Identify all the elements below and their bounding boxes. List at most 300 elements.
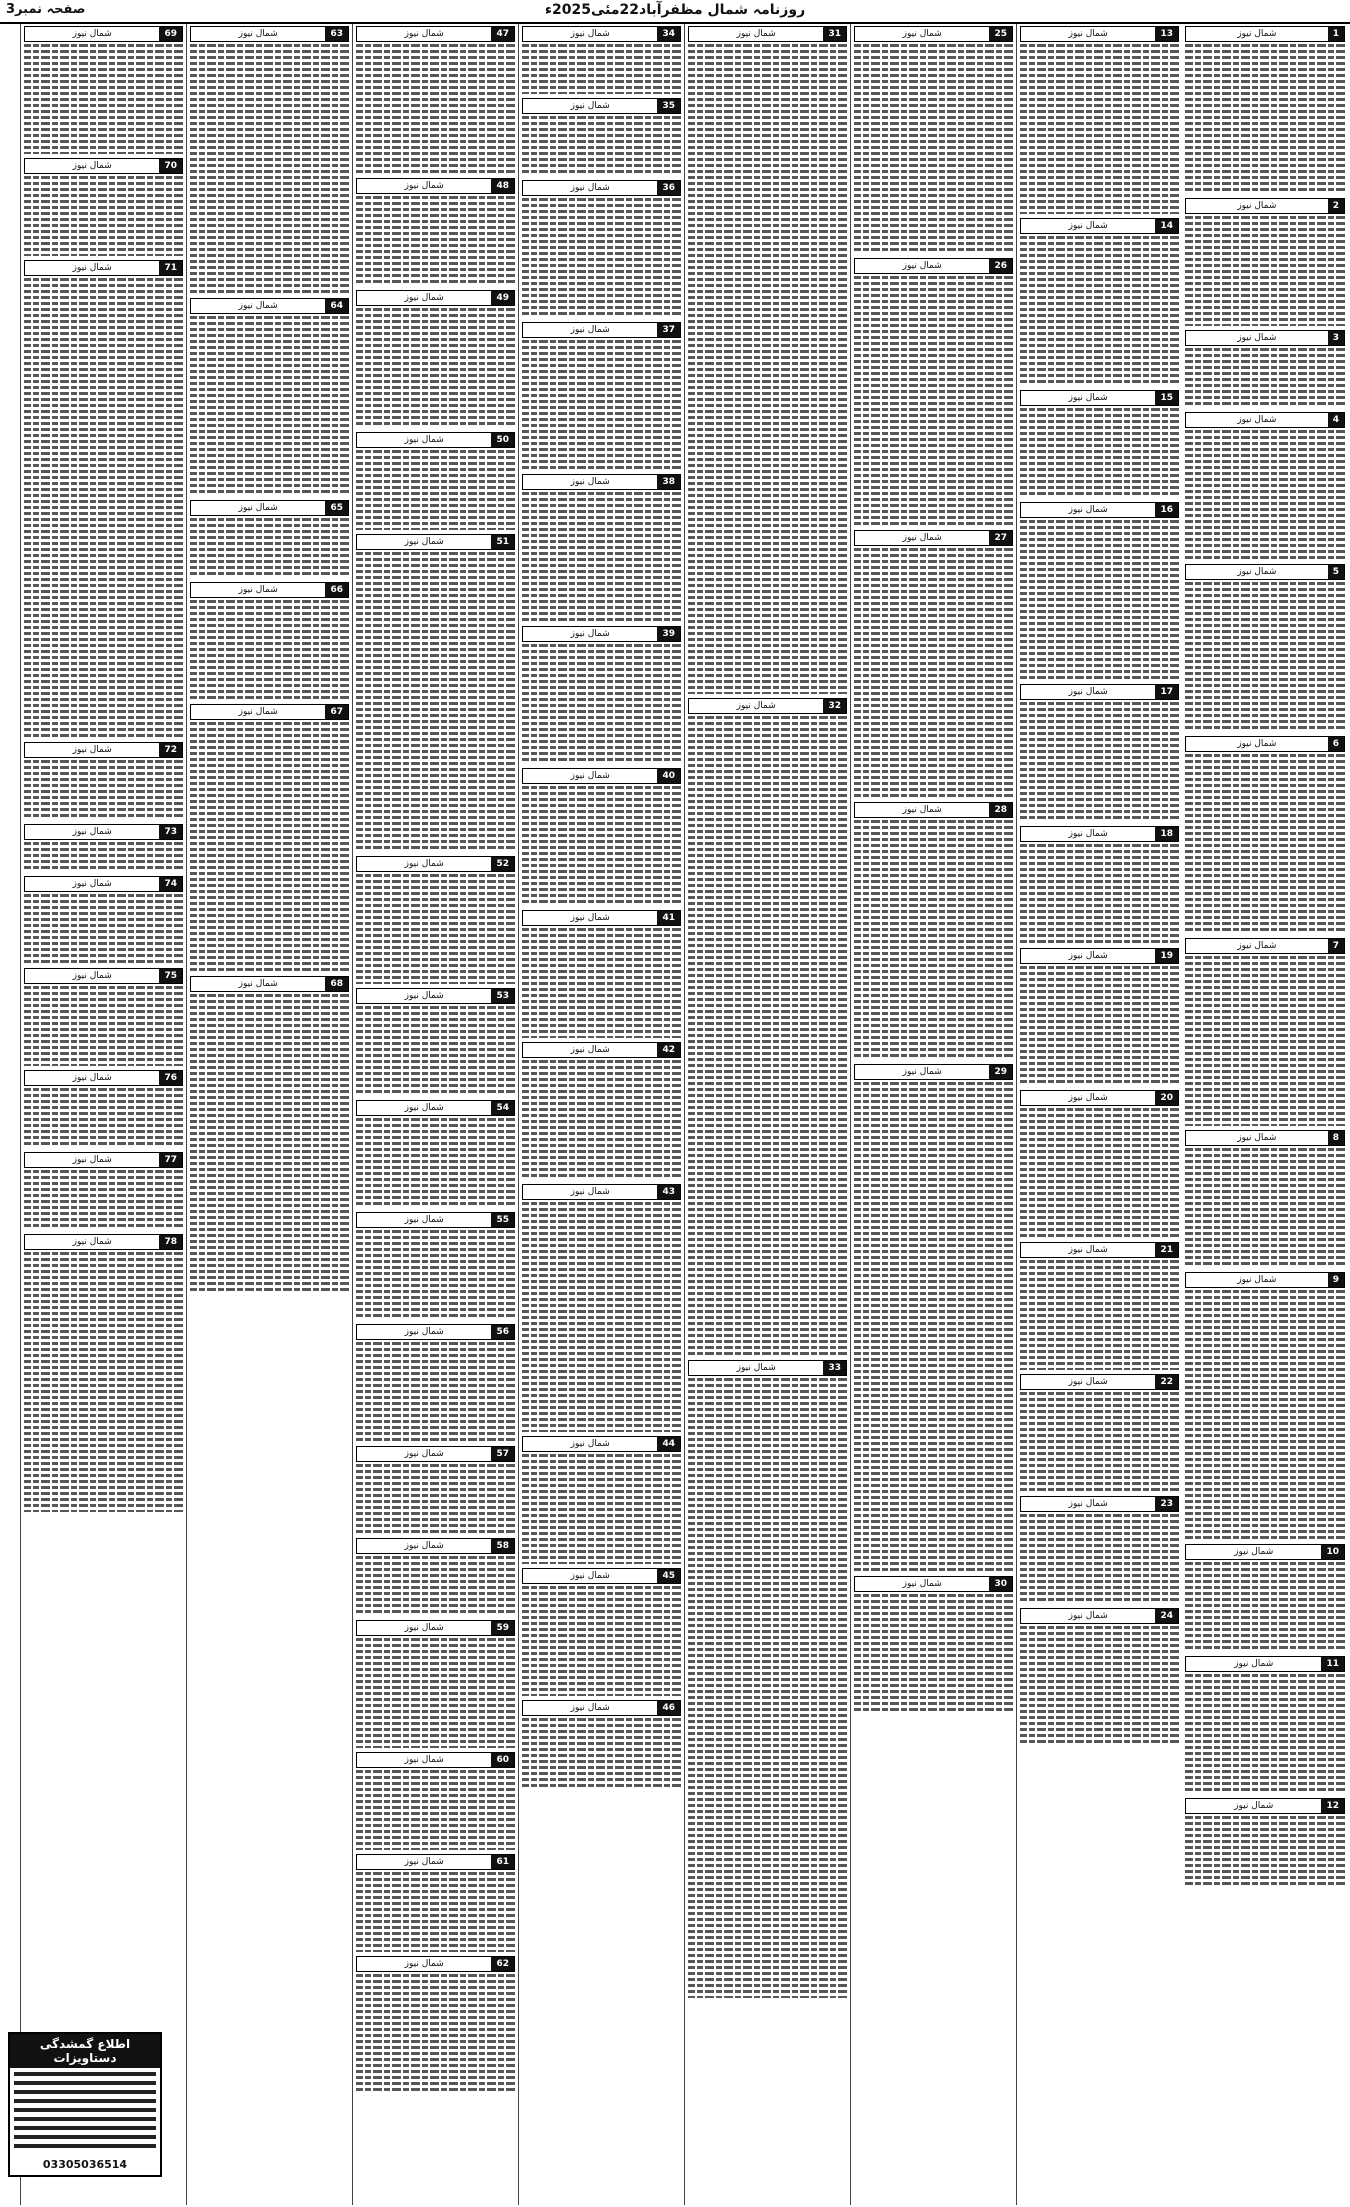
- news-item-header: [24, 742, 183, 758]
- news-item: [522, 1700, 681, 1788]
- news-item-header: [854, 1064, 1013, 1080]
- news-item-tag: شمال نیوز: [404, 1959, 444, 1969]
- news-item-text: [1185, 956, 1345, 1126]
- news-item-number: 2: [1328, 199, 1344, 213]
- news-item-header: [854, 258, 1013, 274]
- news-item: [854, 802, 1013, 1060]
- news-item: [1185, 412, 1345, 560]
- news-item-text: [854, 1082, 1013, 1572]
- news-item-text: [356, 1230, 515, 1320]
- news-item-header: [24, 260, 183, 276]
- news-item-text: [1185, 430, 1345, 560]
- news-item-header: [522, 1436, 681, 1452]
- page-number: صفحہ نمبر3: [6, 2, 86, 17]
- news-item-text: [356, 44, 515, 174]
- news-item: [24, 1070, 183, 1148]
- news-item-header: [1185, 1798, 1345, 1814]
- news-item-tag: شمال نیوز: [570, 183, 610, 193]
- news-item-text: [1020, 1626, 1179, 1746]
- news-item: [688, 26, 847, 694]
- news-item-number: 57: [491, 1447, 514, 1461]
- news-item-header: [522, 26, 681, 42]
- news-item-header: [24, 26, 183, 42]
- news-item-header: [356, 1538, 515, 1554]
- news-item-number: 49: [491, 291, 514, 305]
- news-item: [190, 298, 349, 496]
- news-item-text: [1020, 520, 1179, 680]
- news-item-number: 26: [989, 259, 1012, 273]
- news-item-header: [190, 582, 349, 598]
- news-columns: [2, 24, 1348, 2205]
- news-item-header: [1185, 198, 1345, 214]
- news-item-text: [854, 820, 1013, 1060]
- news-item-tag: شمال نیوز: [570, 325, 610, 335]
- news-item-tag: شمال نیوز: [1068, 393, 1108, 403]
- news-item-header: [1020, 1374, 1179, 1390]
- news-item-text: [1020, 1260, 1179, 1370]
- news-item: [1020, 1496, 1179, 1604]
- news-item: [356, 178, 515, 286]
- news-item-number: 36: [657, 181, 680, 195]
- news-item-tag: شمال نیوز: [404, 29, 444, 39]
- news-item-header: [1020, 502, 1179, 518]
- news-item-number: 67: [325, 705, 348, 719]
- news-item-number: 23: [1155, 1497, 1178, 1511]
- news-item-number: 69: [159, 27, 182, 41]
- news-item-header: [688, 1360, 847, 1376]
- news-item: [356, 1854, 515, 1952]
- masthead: [0, 0, 1350, 24]
- news-item-tag: شمال نیوز: [238, 707, 278, 717]
- news-item-tag: شمال نیوز: [570, 1187, 610, 1197]
- news-item-tag: شمال نیوز: [238, 301, 278, 311]
- news-item-header: [522, 1700, 681, 1716]
- news-item-number: 72: [159, 743, 182, 757]
- news-item-header: [854, 26, 1013, 42]
- news-item-number: 55: [491, 1213, 514, 1227]
- news-item-number: 22: [1155, 1375, 1178, 1389]
- news-item-tag: شمال نیوز: [570, 101, 610, 111]
- news-item-text: [24, 176, 183, 256]
- news-item-tag: شمال نیوز: [736, 701, 776, 711]
- news-item-header: [24, 824, 183, 840]
- news-item: [1020, 948, 1179, 1086]
- news-item-text: [190, 44, 349, 294]
- news-item-header: [522, 474, 681, 490]
- news-column: [1182, 24, 1348, 2205]
- news-item-text: [24, 842, 183, 872]
- news-item-number: 15: [1155, 391, 1178, 405]
- news-item-tag: شمال نیوز: [1237, 333, 1277, 343]
- news-item-tag: شمال نیوز: [1237, 201, 1277, 211]
- news-item-tag: شمال نیوز: [404, 1857, 444, 1867]
- news-item-number: 27: [989, 531, 1012, 545]
- news-item-tag: شمال نیوز: [570, 913, 610, 923]
- news-item-header: [1020, 390, 1179, 406]
- news-item-number: 75: [159, 969, 182, 983]
- news-item-number: 1: [1328, 27, 1344, 41]
- news-item-header: [1020, 1242, 1179, 1258]
- news-item-header: [522, 180, 681, 196]
- news-item-number: 20: [1155, 1091, 1178, 1105]
- news-item-text: [522, 1718, 681, 1788]
- news-item-tag: شمال نیوز: [902, 29, 942, 39]
- news-item-number: 40: [657, 769, 680, 783]
- news-item-text: [854, 1594, 1013, 1714]
- news-item-tag: شمال نیوز: [238, 585, 278, 595]
- news-item: [190, 976, 349, 1294]
- news-item-header: [1185, 1544, 1345, 1560]
- news-item: [522, 626, 681, 764]
- news-item-header: [1185, 938, 1345, 954]
- news-item-number: 62: [491, 1957, 514, 1971]
- news-item-header: [854, 530, 1013, 546]
- news-item-number: 74: [159, 877, 182, 891]
- news-item-text: [356, 196, 515, 286]
- news-item: [688, 1360, 847, 1998]
- news-item: [356, 1446, 515, 1534]
- news-item-text: [854, 548, 1013, 798]
- news-item-text: [1185, 754, 1345, 934]
- news-item: [522, 98, 681, 176]
- news-column: [684, 24, 850, 2205]
- news-item: [1185, 1272, 1345, 1540]
- news-item-number: 47: [491, 27, 514, 41]
- news-item-tag: شمال نیوز: [1234, 1659, 1274, 1669]
- news-item-number: 37: [657, 323, 680, 337]
- news-column: [518, 24, 684, 2205]
- news-item-text: [356, 1872, 515, 1952]
- news-item-header: [356, 1100, 515, 1116]
- news-item: [1020, 684, 1179, 822]
- news-item-text: [356, 1974, 515, 2094]
- news-item-tag: شمال نیوز: [736, 29, 776, 39]
- news-item-text: [356, 1006, 515, 1096]
- news-item: [24, 968, 183, 1066]
- news-item-header: [522, 768, 681, 784]
- news-item-header: [356, 534, 515, 550]
- news-item: [522, 474, 681, 622]
- news-item-tag: شمال نیوز: [404, 435, 444, 445]
- news-item-tag: شمال نیوز: [404, 1449, 444, 1459]
- news-item-tag: شمال نیوز: [1068, 1093, 1108, 1103]
- news-item-tag: شمال نیوز: [404, 1103, 444, 1113]
- news-item-text: [356, 1464, 515, 1534]
- news-item-text: [1185, 44, 1345, 194]
- news-item-text: [854, 44, 1013, 254]
- news-item-header: [24, 158, 183, 174]
- news-item-number: 3: [1328, 331, 1344, 345]
- news-item-text: [1020, 44, 1179, 214]
- lost-documents-notice: [8, 2032, 162, 2177]
- news-item-number: 39: [657, 627, 680, 641]
- news-item-tag: شمال نیوز: [736, 1363, 776, 1373]
- newspaper-title: روزنامہ شمال مظفرآباد22مئی2025ء: [544, 2, 806, 18]
- news-item-header: [1020, 1090, 1179, 1106]
- news-item: [854, 26, 1013, 254]
- news-item: [522, 1436, 681, 1564]
- news-item-header: [522, 1568, 681, 1584]
- news-item-header: [522, 1042, 681, 1058]
- news-item-text: [356, 450, 515, 530]
- news-item-header: [1020, 218, 1179, 234]
- news-item: [522, 1184, 681, 1432]
- news-item-tag: شمال نیوز: [570, 29, 610, 39]
- news-item-text: [522, 340, 681, 470]
- news-item-header: [1020, 1608, 1179, 1624]
- news-item-number: 24: [1155, 1609, 1178, 1623]
- news-item-tag: شمال نیوز: [570, 1571, 610, 1581]
- news-item-tag: شمال نیوز: [404, 859, 444, 869]
- news-item-text: [1185, 348, 1345, 408]
- news-item-number: 6: [1328, 737, 1344, 751]
- news-item-tag: شمال نیوز: [1068, 687, 1108, 697]
- news-item-number: 16: [1155, 503, 1178, 517]
- news-item-number: 14: [1155, 219, 1178, 233]
- news-item-number: 5: [1328, 565, 1344, 579]
- news-item-header: [356, 1446, 515, 1462]
- news-item: [522, 180, 681, 318]
- news-item-header: [24, 876, 183, 892]
- news-item: [356, 26, 515, 174]
- news-item-tag: شمال نیوز: [404, 181, 444, 191]
- news-item-number: 30: [989, 1577, 1012, 1591]
- news-item-number: 41: [657, 911, 680, 925]
- news-item-tag: شمال نیوز: [1068, 1377, 1108, 1387]
- news-item-text: [1020, 702, 1179, 822]
- news-item-number: 8: [1328, 1131, 1344, 1145]
- news-item-tag: شمال نیوز: [404, 1623, 444, 1633]
- news-item-number: 50: [491, 433, 514, 447]
- news-item-text: [24, 894, 183, 964]
- news-item-tag: شمال نیوز: [570, 477, 610, 487]
- news-item-tag: شمال نیوز: [238, 979, 278, 989]
- news-item-text: [522, 492, 681, 622]
- news-item-text: [356, 1342, 515, 1442]
- news-item-tag: شمال نیوز: [1234, 1801, 1274, 1811]
- news-item-tag: شمال نیوز: [72, 879, 112, 889]
- news-item-number: 29: [989, 1065, 1012, 1079]
- news-item-header: [24, 968, 183, 984]
- news-item-number: 68: [325, 977, 348, 991]
- news-item-text: [1020, 844, 1179, 944]
- news-item: [1020, 1608, 1179, 1746]
- news-item-tag: شمال نیوز: [902, 261, 942, 271]
- news-item-header: [1185, 1272, 1345, 1288]
- news-item-number: 13: [1155, 27, 1178, 41]
- news-item-tag: شمال نیوز: [570, 771, 610, 781]
- news-item-text: [24, 1252, 183, 1512]
- news-item-header: [356, 1620, 515, 1636]
- news-column: [186, 24, 352, 2205]
- news-item: [1020, 502, 1179, 680]
- news-item: [854, 1064, 1013, 1572]
- news-item-text: [522, 1454, 681, 1564]
- news-item-tag: شمال نیوز: [1237, 941, 1277, 951]
- news-item-tag: شمال نیوز: [1068, 1245, 1108, 1255]
- news-item-number: 4: [1328, 413, 1344, 427]
- news-item: [190, 26, 349, 294]
- news-item: [190, 500, 349, 578]
- news-item-number: 52: [491, 857, 514, 871]
- news-item-number: 33: [823, 1361, 846, 1375]
- news-item: [24, 824, 183, 872]
- news-item-text: [1185, 582, 1345, 732]
- news-item-text: [854, 276, 1013, 526]
- news-item: [522, 1042, 681, 1180]
- news-item: [522, 26, 681, 94]
- news-item-number: 35: [657, 99, 680, 113]
- news-item-number: 53: [491, 989, 514, 1003]
- notice-title: اطلاع گمشدگی دستاویزات: [10, 2034, 160, 2068]
- news-item-text: [1185, 1290, 1345, 1540]
- news-item-text: [522, 44, 681, 94]
- news-item-tag: شمال نیوز: [570, 1045, 610, 1055]
- news-item-text: [522, 1060, 681, 1180]
- news-item: [24, 742, 183, 820]
- news-column: [1016, 24, 1182, 2205]
- news-item-number: 63: [325, 27, 348, 41]
- news-item-number: 32: [823, 699, 846, 713]
- news-item-text: [522, 1586, 681, 1696]
- news-item-header: [1185, 736, 1345, 752]
- news-item-number: 78: [159, 1235, 182, 1249]
- news-item-text: [356, 874, 515, 984]
- news-item-header: [522, 322, 681, 338]
- news-item-text: [522, 116, 681, 176]
- news-item: [1185, 1798, 1345, 1886]
- news-item-text: [522, 928, 681, 1038]
- news-item: [356, 1324, 515, 1442]
- news-item: [356, 1956, 515, 2094]
- news-item-header: [1020, 684, 1179, 700]
- news-item-header: [356, 1854, 515, 1870]
- news-item: [24, 260, 183, 738]
- news-item-text: [356, 1556, 515, 1616]
- news-item-text: [688, 44, 847, 694]
- news-item-header: [190, 704, 349, 720]
- news-item-tag: شمال نیوز: [902, 1067, 942, 1077]
- news-item-header: [854, 1576, 1013, 1592]
- news-item-text: [24, 44, 183, 154]
- notice-text: [14, 2072, 156, 2152]
- news-item: [356, 1100, 515, 1208]
- news-item-text: [356, 552, 515, 852]
- news-item-header: [356, 1212, 515, 1228]
- news-item: [356, 1538, 515, 1616]
- news-item: [854, 1576, 1013, 1714]
- news-item: [356, 432, 515, 530]
- news-item-tag: شمال نیوز: [72, 1155, 112, 1165]
- news-item-text: [522, 786, 681, 906]
- news-item-number: 25: [989, 27, 1012, 41]
- news-item-tag: شمال نیوز: [404, 293, 444, 303]
- news-item-header: [1020, 948, 1179, 964]
- news-item-header: [190, 298, 349, 314]
- news-column: [20, 24, 186, 2205]
- news-item-number: 18: [1155, 827, 1178, 841]
- news-item: [356, 988, 515, 1096]
- news-item: [356, 1620, 515, 1748]
- news-item-number: 61: [491, 1855, 514, 1869]
- news-item-header: [1185, 1130, 1345, 1146]
- news-item-number: 65: [325, 501, 348, 515]
- news-item-text: [1185, 1562, 1345, 1652]
- news-item-number: 43: [657, 1185, 680, 1199]
- news-item: [24, 26, 183, 154]
- news-item: [190, 582, 349, 700]
- news-item-header: [356, 1752, 515, 1768]
- news-item-header: [522, 1184, 681, 1200]
- news-item-number: 17: [1155, 685, 1178, 699]
- news-item: [1185, 330, 1345, 408]
- news-item-number: 48: [491, 179, 514, 193]
- news-item-header: [1185, 330, 1345, 346]
- news-item-header: [24, 1152, 183, 1168]
- news-item-tag: شمال نیوز: [1068, 221, 1108, 231]
- news-item-header: [1020, 1496, 1179, 1512]
- news-item-text: [356, 1770, 515, 1850]
- news-item-tag: شمال نیوز: [404, 1327, 444, 1337]
- news-item-tag: شمال نیوز: [72, 263, 112, 273]
- news-item-tag: شمال نیوز: [72, 161, 112, 171]
- news-item-tag: شمال نیوز: [1237, 29, 1277, 39]
- news-item-header: [356, 178, 515, 194]
- news-item-number: 71: [159, 261, 182, 275]
- news-item-text: [24, 986, 183, 1066]
- news-item-text: [190, 994, 349, 1294]
- news-item: [1185, 736, 1345, 934]
- news-item-number: 60: [491, 1753, 514, 1767]
- news-item-tag: شمال نیوز: [902, 1579, 942, 1589]
- news-item: [1020, 390, 1179, 498]
- news-item-tag: شمال نیوز: [1068, 505, 1108, 515]
- news-item-text: [1185, 1148, 1345, 1268]
- news-item-tag: شمال نیوز: [72, 827, 112, 837]
- news-item-tag: شمال نیوز: [1237, 1133, 1277, 1143]
- news-item-number: 64: [325, 299, 348, 313]
- news-item-number: 70: [159, 159, 182, 173]
- news-item-tag: شمال نیوز: [238, 29, 278, 39]
- news-item-header: [688, 26, 847, 42]
- news-item: [1185, 198, 1345, 326]
- news-item-number: 10: [1321, 1545, 1344, 1559]
- news-item: [356, 290, 515, 428]
- news-item-text: [1185, 1816, 1345, 1886]
- news-item-header: [356, 1956, 515, 1972]
- news-item-number: 21: [1155, 1243, 1178, 1257]
- news-item-header: [1185, 564, 1345, 580]
- news-item-tag: شمال نیوز: [1234, 1547, 1274, 1557]
- news-item-header: [356, 432, 515, 448]
- news-item: [854, 258, 1013, 526]
- news-item: [522, 322, 681, 470]
- news-item-header: [356, 856, 515, 872]
- news-item-text: [522, 644, 681, 764]
- news-item-header: [688, 698, 847, 714]
- news-item-number: 77: [159, 1153, 182, 1167]
- news-item-tag: شمال نیوز: [404, 1541, 444, 1551]
- news-item-header: [24, 1070, 183, 1086]
- news-item-number: 51: [491, 535, 514, 549]
- news-item-number: 42: [657, 1043, 680, 1057]
- news-item-tag: شمال نیوز: [570, 1439, 610, 1449]
- news-item-text: [190, 722, 349, 972]
- news-item-number: 59: [491, 1621, 514, 1635]
- news-item: [522, 1568, 681, 1696]
- news-item-number: 7: [1328, 939, 1344, 953]
- news-item-text: [356, 308, 515, 428]
